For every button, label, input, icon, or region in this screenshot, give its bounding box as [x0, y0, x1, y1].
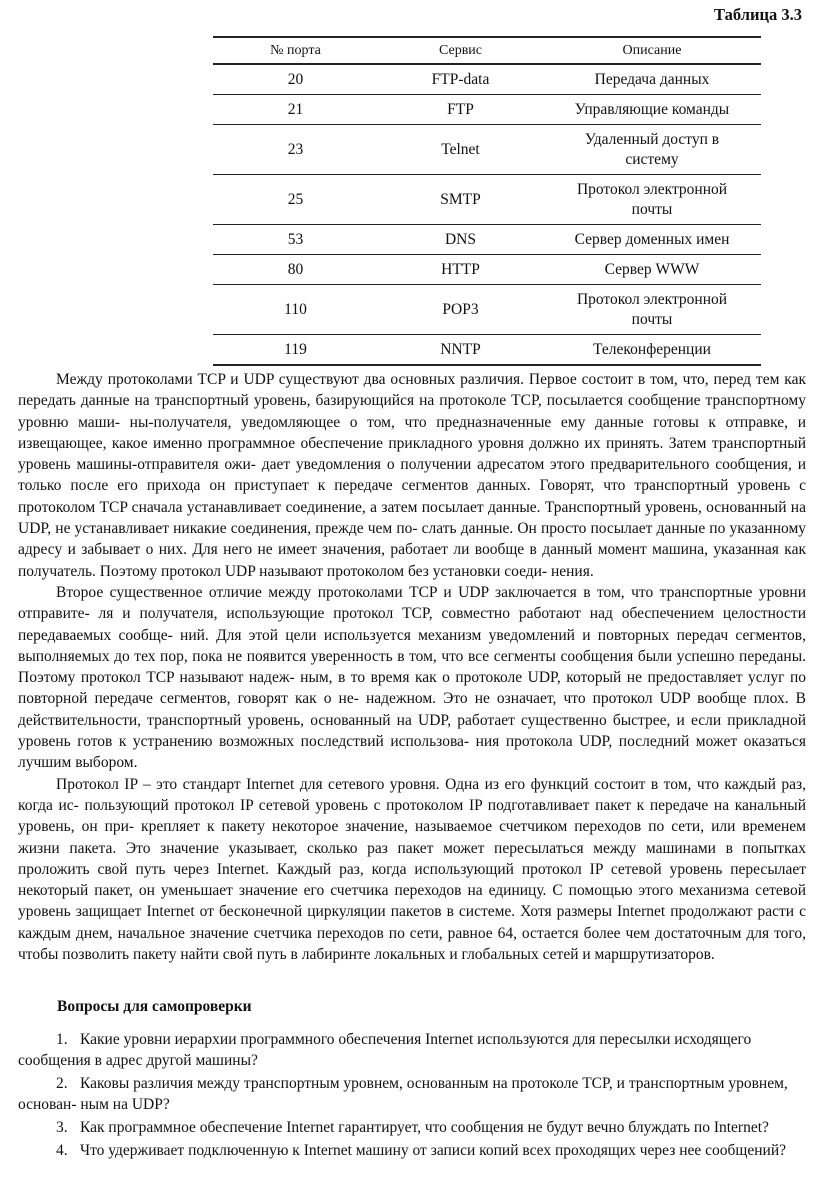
description-cell: Сервер WWW [604, 260, 700, 278]
question-item [18, 1140, 806, 1161]
description-cell: Сервер доменных имен [574, 230, 730, 248]
question-number: 3. [56, 1119, 68, 1136]
service-cell: POP3 [442, 300, 479, 318]
port-cell: 25 [287, 190, 304, 208]
question-text: Какие уровни иерархии программного обеспечения Internet используются для пересылки исходящего сообщения в адрес другой машины? [18, 1031, 752, 1069]
questions-list [18, 1029, 806, 1163]
question-text: Как программное обеспечение Internet гарантирует, что сообщения не будут вечно блуждать по Internet? [80, 1119, 769, 1136]
description-cell: Управляющие команды [574, 100, 730, 118]
table-row [213, 64, 761, 95]
service-cell: NNTP [440, 340, 481, 358]
question-number: 1. [56, 1031, 68, 1048]
table-row [213, 175, 761, 225]
table-header-row [213, 37, 761, 64]
port-cell: 20 [287, 70, 304, 88]
table-caption: Таблица 3.3 [714, 5, 802, 24]
description-cell [543, 175, 761, 225]
service-cell: SMTP [440, 190, 481, 208]
table-row [213, 255, 761, 285]
table-row [213, 285, 761, 335]
column-header-service: Сервис [438, 42, 483, 58]
table-row [213, 335, 761, 366]
service-cell: DNS [444, 230, 476, 248]
service-cell: FTP-data [431, 70, 490, 88]
question-item [18, 1029, 806, 1071]
questions-heading: Вопросы для самопроверки [57, 998, 252, 1015]
table-row [213, 95, 761, 125]
question-item [18, 1117, 806, 1138]
paragraph: Второе существенное отличие между протоколами TCP и UDP заключается в том, что транспортные уровни отправите- ля и получателя, использующие протокол TCP, совместно работают над обеспечением целостности передаваемых сообще- ний. Для этой цели используется механизм уведомлений и повторных передач сегментов, выполняемых до тех пор, пока не появится уверенность в том, что все сегменты сообщения были успешно переданы. Поэтому протокол TCP называют надеж- ным, в то время как о протоколе UDP, который не предоставляет услуг по повторной передаче сегментов, говорят как о не- надежном. Это не означает, что протокол UDP вообще плох. В действительности, транспортный уровень, основанный на UDP, работает существенно быстрее, и если прикладной уровень готов к устранению возможных последствий использова- ния протокола UDP, последний может оказаться лучшим выбором. [18, 583, 806, 772]
description-cell [543, 285, 761, 335]
description-cell: Передача данных [594, 70, 710, 88]
description-cell: Телеконференции [593, 340, 711, 358]
paragraph: Протокол IP – это стандарт Internet для сетевого уровня. Одна из его функций состоит в том, что каждый раз, когда ис- пользующий протокол IP сетевой уровень с протоколом IP подготавливает пакет к передаче на канальный уровень, он при- крепляет к пакету некоторое значение, называемое счетчиком переходов по сети, или временем жизни пакета. Это значение указывает, сколько раз пакет может пересылаться между машинами в попытках проложить свой путь через Internet. Каждый раз, когда использующий протокол IP сетевой уровень пересылает некоторый пакет, он уменьшает значение его счетчика переходов на единицу. С помощью этого механизма сетевой уровень защищает Internet от бесконечной циркуляции пакетов в системе. Хотя размеры Internet продолжают расти с каждым днем, начальное значение счетчика переходов по сети, равное 64, остается более чем достаточным для того, чтобы позволить пакету найти свой путь в лабиринте локальных и глобальных сетей и маршрутизаторов. [18, 775, 806, 964]
service-cell: Telnet [441, 140, 480, 158]
port-cell: 80 [287, 260, 304, 278]
port-cell: 119 [284, 340, 307, 358]
question-text: Каковы различия между транспортным уровнем, основанным на протоколе TCP, и транспортным уровнем, основан- ным на UDP? [18, 1075, 788, 1113]
ports-table [213, 36, 761, 366]
paragraph: Между протоколами TCP и UDP существуют два основных различия. Первое состоит в том, что, перед тем как передать данные на транспортный уровень, базирующийся на протоколе TCP, посылается сообщение транспортному уровню маши- ны-получателя, уведомляющее о том, что предназначенные ему данные готовы к отправке, и извещающее, какое именно программное обеспечение прикладного уровня должно их принять. Затем транспортный уровень машины-отправителя ожи- дает уведомления о получении адресатом этого предварительного сообщения, и только после его прихода он приступает к передаче сегментов данных. Говорят, что транспортный уровень с протоколом TCP сначала устанавливает соединение, а затем посылает данные. Транспортный уровень, основанный на UDP, не устанавливает никакие соединения, прежде чем по- слать данные. Он просто посылает данные по указанному адресу и забывает о них. Для него не имеет значения, работает ли вообще в данный момент машина, указанная как получатель. Поэтому протокол UDP называют протоколом без установки соеди- нения. [18, 371, 806, 580]
service-cell: HTTP [441, 260, 480, 278]
port-cell: 21 [287, 100, 304, 118]
question-number: 2. [56, 1075, 68, 1092]
question-number: 4. [56, 1142, 68, 1159]
description-cell [543, 125, 761, 175]
description-text: Протокол электронной почты [576, 290, 728, 328]
port-cell: 53 [287, 230, 304, 248]
description-text: Протокол электронной почты [576, 180, 728, 218]
table-row [213, 125, 761, 175]
port-cell: 23 [287, 140, 304, 158]
body-text [18, 369, 806, 965]
column-header-port: № порта [270, 42, 321, 58]
table-row [213, 225, 761, 255]
service-cell: FTP [447, 100, 474, 118]
question-item [18, 1073, 806, 1115]
column-header-description: Описание [622, 42, 682, 58]
description-text: Удаленный доступ в системy [584, 130, 720, 168]
question-text: Что удерживает подключенную к Internet машину от записи копий всех проходящих через нее сообщений? [80, 1142, 786, 1159]
port-cell: 110 [284, 300, 307, 318]
